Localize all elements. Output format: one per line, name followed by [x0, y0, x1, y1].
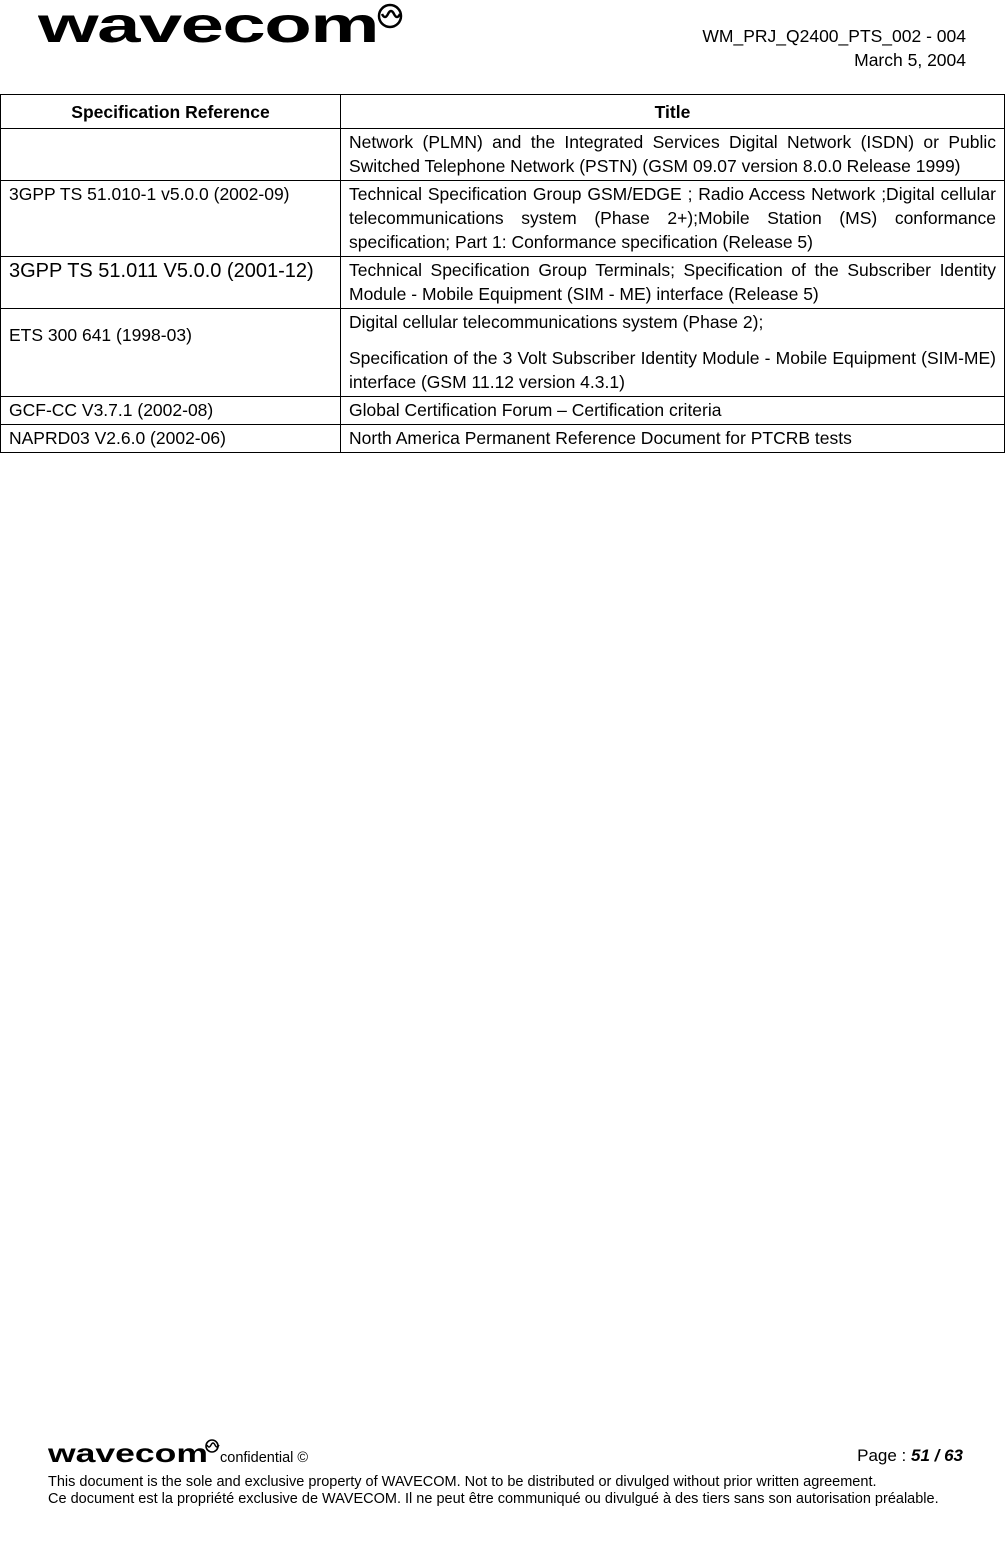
spec-title-text: Technical Specification Group GSM/EDGE ; Radio Access Network ;Digital cellular telecommunications system (Phase 2+);Mobile Station (MS) conformance specification; Part 1: Conformance specification (Release 5): [349, 184, 996, 252]
table-row: [1, 397, 1005, 425]
column-header-title: Title: [341, 95, 1005, 129]
wavecom-logo: [38, 2, 406, 53]
table-row: [1, 129, 1005, 181]
spec-title-text: Digital cellular telecommunications system (Phase 2);: [349, 312, 764, 332]
page-indicator: [857, 1446, 963, 1466]
wavecom-footer-logo: [48, 1438, 220, 1471]
spec-title-cell: [341, 129, 1005, 181]
spec-title-text: Specification of the 3 Volt Subscriber Identity Module - Mobile Equipment (SIM-ME) interface (GSM 11.12 version 4.3.1): [349, 348, 996, 392]
signal-waves-icon: [379, 5, 401, 27]
signal-waves-icon: [206, 1440, 219, 1452]
spec-title-cell: [341, 309, 1005, 397]
spec-title-text: Technical Specification Group Terminals; Specification of the Subscriber Identity Module - Mobile Equipment (SIM - ME) interface (Release 5): [349, 260, 996, 304]
table-header-row: [1, 95, 1005, 129]
spec-title-cell: [341, 425, 1005, 453]
spec-reference-cell: 3GPP TS 51.011 V5.0.0 (2001-12): [1, 257, 341, 309]
wavecom-logo-text: wavecom: [38, 2, 379, 48]
spec-title-text: Global Certification Forum – Certification criteria: [349, 400, 722, 420]
page-number: 51 / 63: [911, 1446, 963, 1465]
table-row: [1, 425, 1005, 453]
spec-reference-cell: GCF-CC V3.7.1 (2002-08): [1, 397, 341, 425]
spec-reference-cell: [1, 129, 341, 181]
table-row: [1, 181, 1005, 257]
column-header-reference: Specification Reference: [1, 95, 341, 129]
spec-title-text: Network (PLMN) and the Integrated Services Digital Network (ISDN) or Public Switched Telephone Network (PSTN) (GSM 09.07 version 8.0.0 Release 1999): [349, 132, 996, 176]
page-footer: [48, 1438, 963, 1508]
confidential-label: confidential ©: [220, 1450, 309, 1466]
document-reference: [702, 24, 966, 72]
table-row: [1, 309, 1005, 397]
spec-reference-cell: 3GPP TS 51.010-1 v5.0.0 (2002-09): [1, 181, 341, 257]
table-row: [1, 257, 1005, 309]
spec-title-text: North America Permanent Reference Document for PTCRB tests: [349, 428, 852, 448]
spec-title-cell: [341, 181, 1005, 257]
spec-title-cell: [341, 257, 1005, 309]
page-label: Page :: [857, 1446, 911, 1465]
specification-table: [0, 94, 1005, 453]
wavecom-footer-logo-text: wavecom: [48, 1438, 208, 1466]
spec-reference-cell: NAPRD03 V2.6.0 (2002-06): [1, 425, 341, 453]
notice-english: This document is the sole and exclusive property of WAVECOM. Not to be distributed or divulged without prior written agreement.: [48, 1474, 877, 1490]
document-date: March 5, 2004: [854, 50, 966, 70]
spec-title-cell: [341, 397, 1005, 425]
spec-reference-cell: ETS 300 641 (1998-03): [1, 309, 341, 397]
notice-french: Ce document est la propriété exclusive de WAVECOM. Il ne peut être communiqué ou divulgué à des tiers sans son autorisation préalable.: [48, 1491, 939, 1507]
document-id: WM_PRJ_Q2400_PTS_002 - 004: [702, 26, 966, 46]
